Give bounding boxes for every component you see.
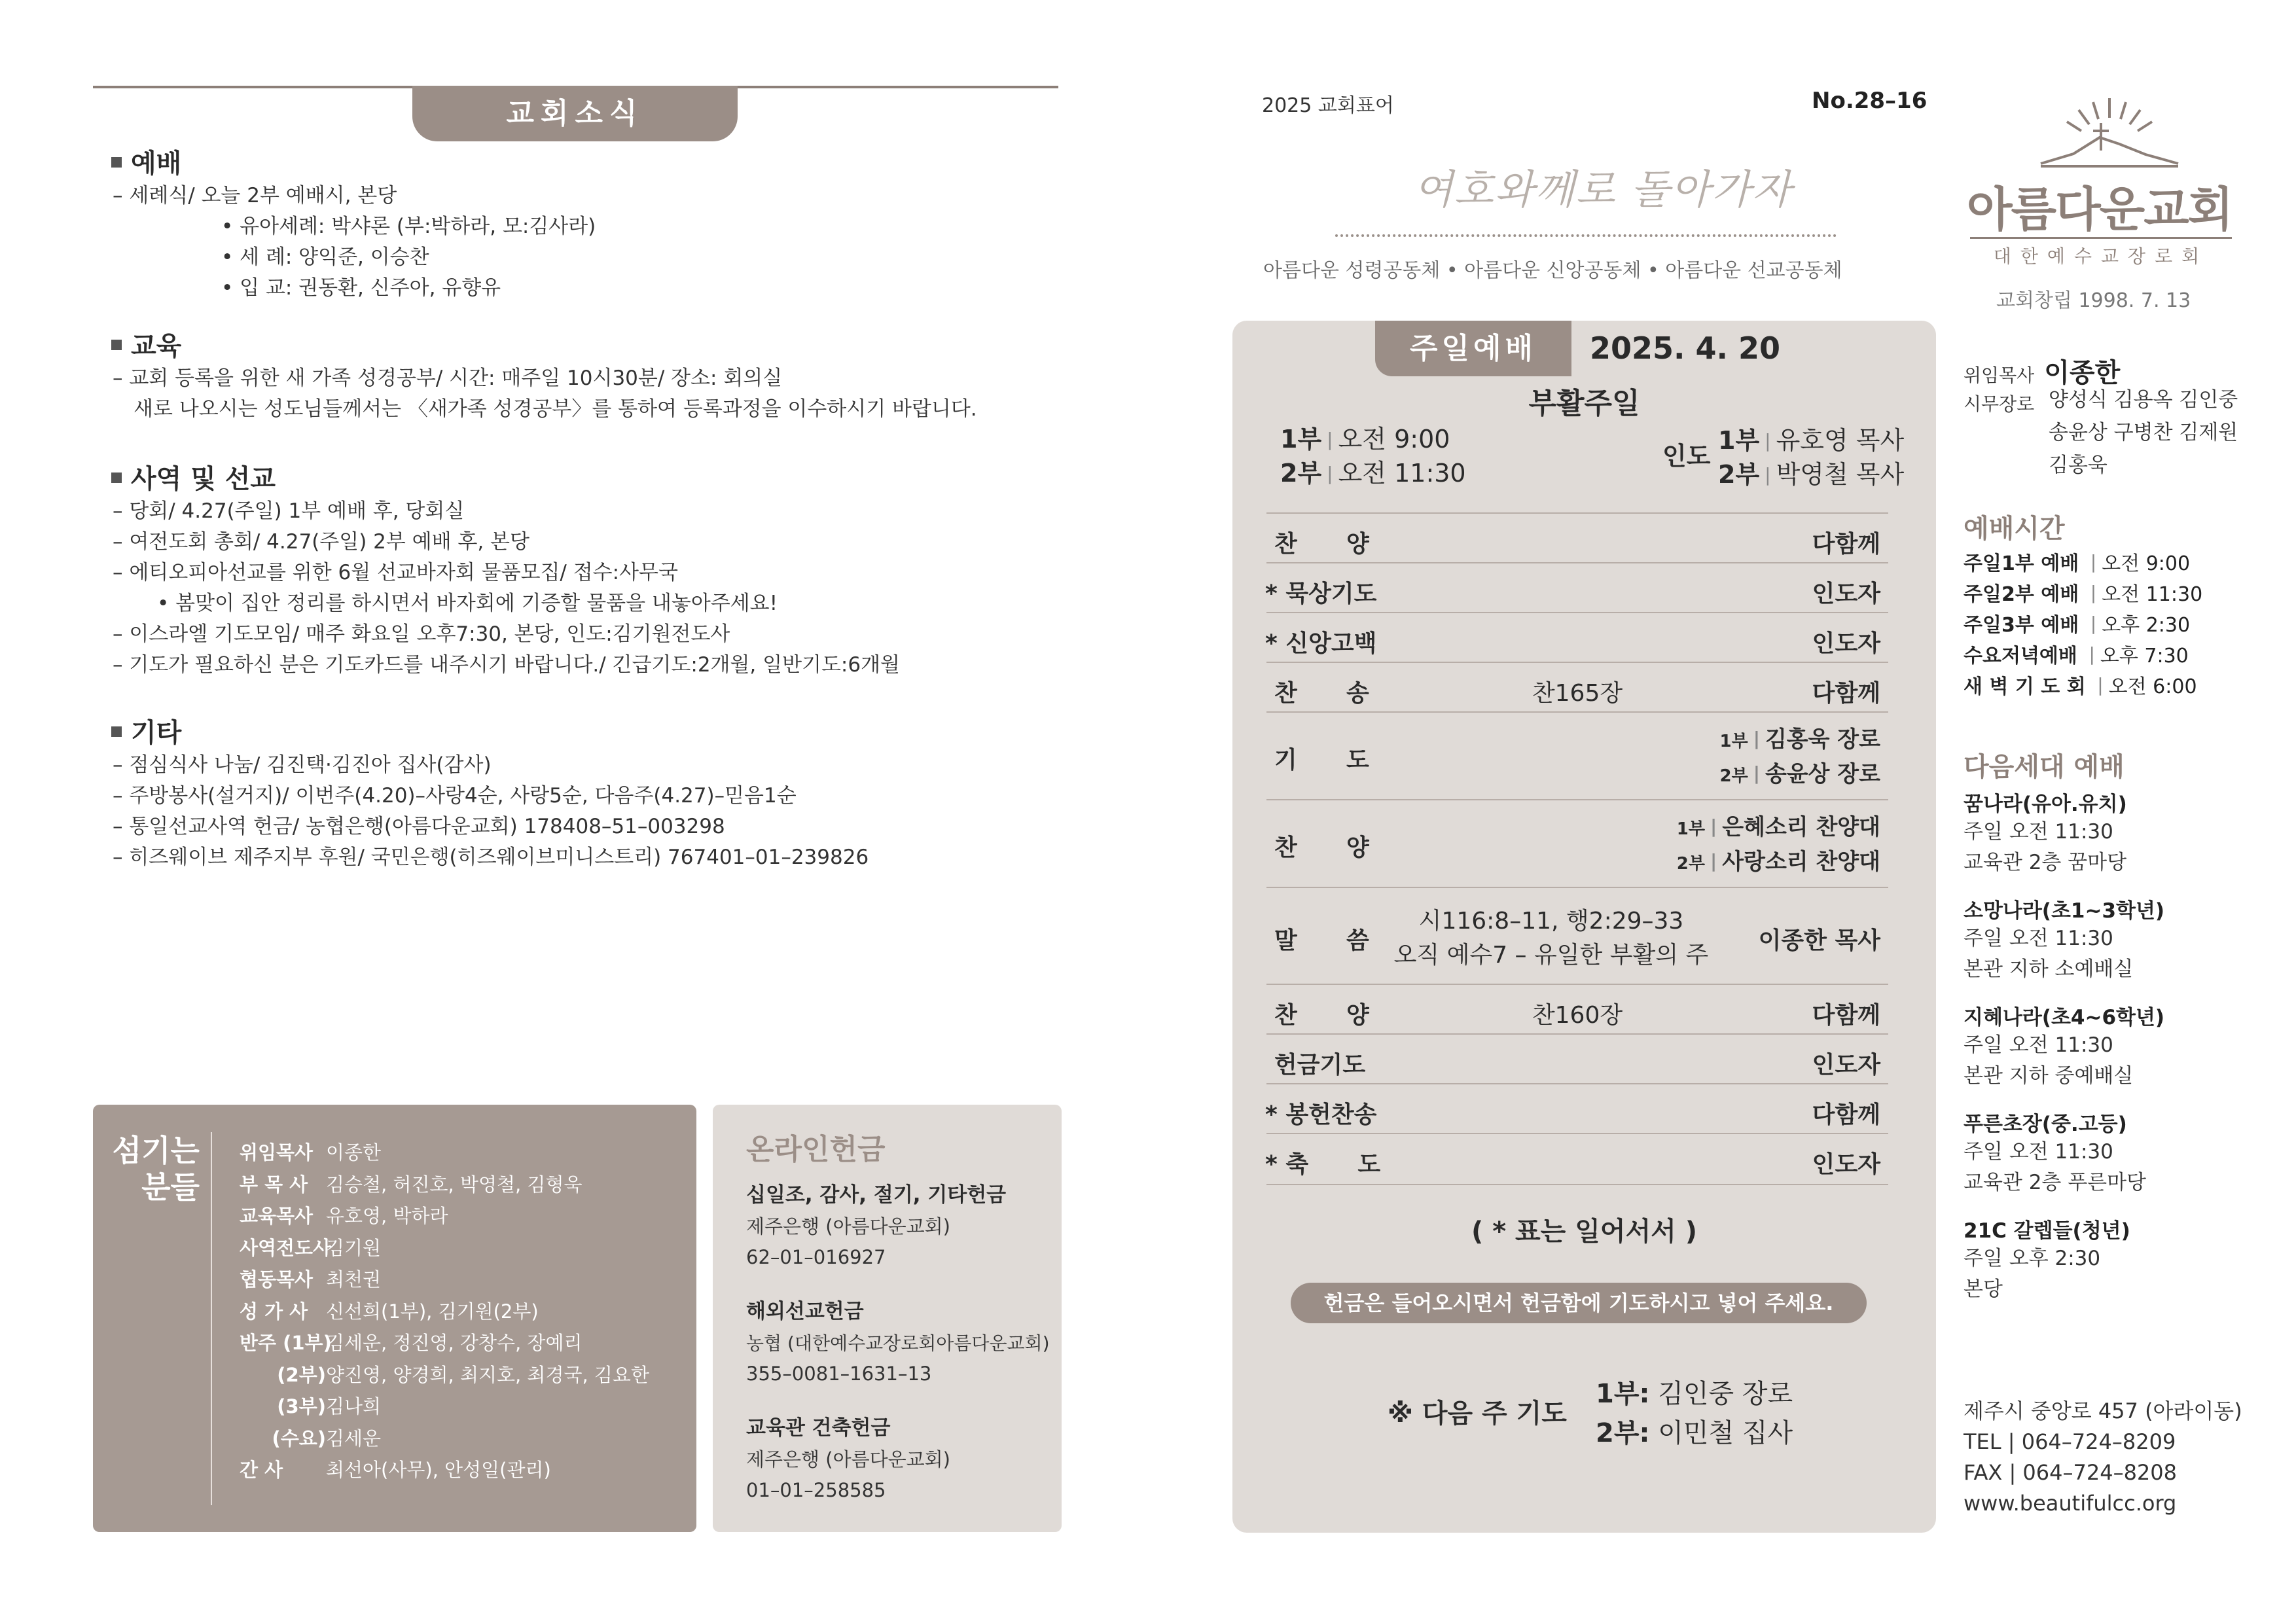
order-item: 찬 양	[1274, 1002, 1369, 1029]
order-item: 찬 양	[1274, 834, 1369, 861]
order-row	[1266, 512, 1888, 563]
founded-date: 교회창립 1998. 7. 13	[1996, 289, 2191, 312]
next-gen-place: 본관 지하 중예배실	[1964, 1064, 2134, 1088]
servant-row	[240, 1327, 649, 1359]
servant-names: 김세운	[326, 1427, 382, 1450]
order-leader: 인도자	[1812, 580, 1880, 607]
news-line: 새로 나오시는 성도님들께서는 〈새가족 성경공부〉를 통하여 등록과정을 이수하시기 바랍니다.	[134, 397, 977, 421]
next-gen-time: 주일 오전 11:30	[1964, 820, 2113, 844]
news-line: • 봄맞이 집안 정리를 하시면서 바자회에 기증할 물품을 내놓아주세요!	[157, 592, 778, 615]
order-leader: 다함께	[1812, 531, 1880, 558]
order-item: * 신앙고백	[1265, 630, 1377, 657]
servant-names: 양진영, 양경희, 최지호, 최경국, 김요한	[326, 1363, 649, 1386]
servant-role: 부 목 사	[240, 1173, 308, 1196]
leader-line	[1677, 811, 1880, 846]
servant-names: 신선희(1부), 김기원(2부)	[326, 1300, 539, 1323]
servant-row	[240, 1423, 649, 1455]
service-time-label: 수요저녁예배	[1964, 645, 2077, 668]
offering-note: 헌금은 들어오시면서 헌금함에 기도하시고 넣어 주세요.	[1291, 1283, 1867, 1323]
servant-role: (2부)	[277, 1363, 326, 1386]
servant-role: 협동목사	[240, 1268, 314, 1291]
order-leader: 다함께	[1812, 1002, 1880, 1029]
order-item: 기 도	[1274, 747, 1369, 774]
next-gen-time: 주일 오전 11:30	[1964, 927, 2113, 950]
order-item: 찬 송	[1274, 680, 1369, 707]
church-address: 제주시 중앙로 457 (아라이동)	[1964, 1399, 2242, 1423]
church-contact	[1964, 1396, 2242, 1519]
next-gen-group	[1964, 894, 2164, 985]
church-fax: FAX | 064–724–8208	[1964, 1460, 2177, 1485]
next-prayer-label: 2부:	[1596, 1418, 1650, 1448]
heading-text: 기타	[131, 718, 182, 748]
standing-note: ( * 표는 일어서서 )	[1471, 1217, 1698, 1247]
order-row	[1266, 1033, 1888, 1084]
order-scripture: 시116:8–11, 행2:29–33	[1418, 908, 1684, 935]
order-leader: 다함께	[1812, 680, 1880, 707]
church-name-rule	[1970, 237, 2232, 239]
elders-line: 양성식 김용옥 김인중	[2049, 388, 2238, 412]
issue-number: No.28–16	[1812, 88, 1928, 114]
service-time-row	[1964, 579, 2202, 610]
denomination: 대한예수교장로회	[1993, 245, 2209, 267]
news-line: • 세 례: 양익준, 이승찬	[221, 245, 429, 269]
leader-name: 은혜소리 찬양대	[1722, 814, 1880, 840]
ministry-news-heading	[111, 458, 276, 495]
leader-service-label: 2부	[1676, 854, 1706, 874]
news-line: – 주방봉사(설거지)/ 이번주(4.20)–사랑4순, 사랑5순, 다음주(4.27)–믿음1순	[113, 784, 797, 808]
lead-name: 박영철 목사	[1776, 460, 1905, 489]
news-line: – 에티오피아선교를 위한 6월 선교바자회 물품모집/ 접수:사무국	[113, 561, 678, 584]
next-prayer-2	[1596, 1412, 1793, 1450]
service-time-row	[1964, 610, 2202, 641]
leader-name: 사랑소리 찬양대	[1722, 849, 1880, 875]
next-gen-name: 21C 갈렙들(청년)	[1964, 1219, 2130, 1243]
separator: |	[1753, 762, 1760, 784]
news-line: – 여전도회 총회/ 4.27(주일) 2부 예배 후, 본당	[113, 530, 529, 554]
order-leader-pair	[1677, 811, 1880, 880]
service-time-row	[1964, 641, 2202, 671]
offering-bank: 제주은행 (아름다운교회)	[746, 1215, 950, 1238]
order-sermon-title: 오직 예수7 – 유일한 부활의 주	[1393, 942, 1709, 969]
servant-role: (3부)	[277, 1395, 326, 1418]
next-gen-group	[1964, 787, 2127, 878]
servant-names: 김승철, 허진호, 박영철, 김형욱	[326, 1173, 583, 1196]
leader-line	[1677, 846, 1880, 880]
separator: |	[1327, 463, 1333, 484]
next-gen-name: 지혜나라(초4~6학년)	[1964, 1006, 2165, 1029]
order-detail: 찬160장	[1532, 1002, 1623, 1029]
servant-names: 최선아(사무), 안성일(관리)	[326, 1459, 551, 1481]
bullet-square-icon	[111, 340, 122, 350]
education-news-heading	[111, 325, 181, 363]
news-line: – 점심식사 나눔/ 김진택·김진아 집사(감사)	[113, 753, 492, 777]
motto-calligraphy: 여호와께로 돌아가자	[1414, 166, 1793, 213]
news-line: – 교회 등록을 위한 새 가족 성경공부/ 시간: 매주일 10시30분/ 장소: 회의실	[113, 366, 783, 390]
service-label: 1부	[1280, 425, 1322, 454]
worship-occasion: 부활주일	[1528, 387, 1640, 420]
service-time-label: 주일1부 예배	[1964, 552, 2079, 575]
servants-title	[111, 1132, 200, 1205]
servants-title-line: 섬기는	[112, 1133, 200, 1168]
servant-names: 김기원	[326, 1236, 382, 1259]
servant-row	[240, 1232, 649, 1264]
separator: |	[1710, 815, 1717, 837]
service-label: 2부	[1280, 459, 1322, 488]
order-row	[1266, 662, 1888, 713]
servant-row	[240, 1200, 649, 1232]
service-time-row	[1964, 548, 2202, 579]
order-item: 찬 양	[1274, 531, 1369, 558]
communities-line: 아름다운 성령공동체 • 아름다운 신앙공동체 • 아름다운 선교공동체	[1263, 259, 1842, 282]
service-time-value: 오후 2:30	[2102, 614, 2191, 637]
servants-divider	[211, 1132, 212, 1505]
news-line: • 입 교: 권동환, 신주아, 유향유	[221, 276, 501, 300]
service-2-time	[1280, 453, 1466, 489]
servant-role: (수요)	[272, 1427, 326, 1450]
separator: |	[1765, 430, 1771, 452]
order-row	[1266, 984, 1888, 1035]
separator: |	[2090, 582, 2097, 603]
service-time: 오전 11:30	[1338, 459, 1466, 488]
elders-label: 시무장로	[1964, 393, 2035, 415]
service-time: 오전 9:00	[1338, 425, 1450, 454]
offering-account: 355–0081–1631–13	[746, 1363, 932, 1385]
order-row	[1266, 711, 1888, 800]
servant-row	[240, 1169, 649, 1201]
next-gen-name: 소망나라(초1~3학년)	[1964, 899, 2165, 923]
order-row	[1266, 1083, 1888, 1134]
next-gen-time: 주일 오전 11:30	[1964, 1140, 2113, 1164]
news-line: – 통일선교사역 헌금/ 농협은행(아름다운교회) 178408–51–003298	[113, 815, 725, 838]
offering-group	[746, 1411, 950, 1506]
service-times-heading: 예배시간	[1964, 514, 2065, 544]
leader-name: 김홍욱 장로	[1765, 726, 1880, 753]
service-time-value: 오전 6:00	[2108, 675, 2197, 698]
elders-list	[2049, 383, 2238, 482]
pastor-label: 위임목사	[1964, 365, 2035, 386]
church-logo-icon	[2034, 92, 2185, 170]
servant-role: 간 사	[240, 1459, 283, 1481]
leader-line	[1719, 758, 1880, 793]
worship-news-heading	[111, 143, 181, 180]
next-gen-time: 주일 오전 11:30	[1964, 1033, 2113, 1057]
order-leader-pair	[1719, 723, 1880, 793]
servant-names: 김세운, 정진영, 강창수, 장예리	[326, 1332, 583, 1354]
next-gen-name: 푸른초장(중.고등)	[1964, 1113, 2127, 1136]
order-item: * 묵상기도	[1265, 580, 1377, 607]
news-line: – 기도가 필요하신 분은 기도카드를 내주시기 바랍니다./ 긴급기도:2개월, 일반기도:6개월	[113, 653, 900, 677]
bullet-square-icon	[111, 473, 122, 483]
order-item: 말 씀	[1274, 927, 1369, 954]
worship-date: 2025. 4. 20	[1571, 321, 1799, 376]
servants-title-line: 분들	[141, 1169, 200, 1205]
lead-service-label: 2부	[1718, 460, 1760, 489]
other-news-heading	[111, 712, 181, 749]
heading-text: 예배	[131, 149, 182, 179]
news-line: – 히즈웨이브 제주지부 후원/ 국민은행(히즈웨이브미니스트리) 767401–01–239826	[113, 846, 869, 869]
lead-2	[1718, 454, 1904, 490]
order-row	[1266, 1133, 1888, 1185]
next-gen-time: 주일 오후 2:30	[1964, 1247, 2101, 1270]
order-leader: 인도자	[1812, 1151, 1880, 1178]
next-prayer-name: 이민철 집사	[1658, 1418, 1793, 1448]
lead-label	[1662, 436, 1710, 472]
offering-bank: 농협 (대한예수교장로회아름다운교회)	[746, 1332, 1050, 1354]
service-time-value: 오전 11:30	[2102, 583, 2203, 606]
servant-row	[240, 1454, 649, 1486]
servant-role: 성 가 사	[240, 1300, 308, 1323]
order-row	[1266, 562, 1888, 613]
service-time-label: 새 벽 기 도 회	[1964, 675, 2086, 698]
lead-service-label: 1부	[1718, 426, 1760, 455]
next-gen-place: 교육관 2층 푸른마당	[1964, 1171, 2146, 1194]
leader-service-label: 2부	[1719, 766, 1748, 786]
order-detail: 찬165장	[1532, 680, 1623, 707]
offering-account: 01–01–258585	[746, 1479, 886, 1501]
offering-head: 해외선교헌금	[746, 1300, 864, 1323]
online-offering-title: 온라인헌금	[746, 1133, 886, 1166]
heading-text: 사역 및 선교	[131, 464, 276, 494]
next-prayer-1	[1596, 1373, 1793, 1410]
service-time-label: 주일2부 예배	[1964, 583, 2079, 606]
lead-name: 유호영 목사	[1776, 426, 1905, 455]
next-prayer-label: 1부:	[1596, 1379, 1650, 1409]
separator: |	[2090, 613, 2097, 634]
servant-names: 김나희	[326, 1395, 382, 1418]
servants-list	[240, 1137, 649, 1486]
service-times-list	[1964, 548, 2202, 702]
leader-name: 송윤상 장로	[1765, 761, 1880, 787]
worship-tab-label: 주일예배	[1375, 321, 1571, 376]
leader-line	[1719, 723, 1880, 758]
next-prayer-name: 김인중 장로	[1658, 1379, 1793, 1409]
separator: |	[1753, 728, 1760, 749]
servant-role: 교육목사	[240, 1205, 314, 1227]
dotted-divider	[1335, 234, 1837, 237]
separator: |	[2097, 674, 2104, 696]
separator: |	[1327, 429, 1333, 450]
news-line: • 유아세례: 박샤론 (부:박하라, 모:김사라)	[221, 215, 596, 238]
servant-names: 이종한	[326, 1141, 382, 1164]
bullet-square-icon	[111, 157, 122, 168]
lead-label-text: 인도	[1662, 442, 1711, 471]
news-line: – 당회/ 4.27(주일) 1부 예배 후, 당회실	[113, 499, 465, 523]
next-gen-name: 꿈나라(유아.유치)	[1964, 793, 2127, 816]
order-item: 헌금기도	[1274, 1052, 1366, 1079]
bullet-square-icon	[111, 726, 122, 737]
offering-head: 교육관 건축헌금	[746, 1416, 891, 1440]
servant-row	[240, 1264, 649, 1296]
next-gen-group	[1964, 1214, 2130, 1305]
order-row	[1266, 799, 1888, 888]
order-leader: 이종한 목사	[1758, 927, 1880, 954]
order-row	[1266, 887, 1888, 985]
leader-service-label: 1부	[1676, 819, 1706, 839]
offering-group	[746, 1178, 1006, 1273]
next-gen-heading: 다음세대 예배	[1964, 752, 2125, 782]
servant-names: 최천권	[326, 1268, 382, 1291]
offering-group	[746, 1294, 1050, 1389]
next-gen-group	[1964, 1001, 2164, 1092]
elders-line: 송윤상 구병찬 김제원	[2049, 421, 2238, 444]
separator: |	[2089, 643, 2095, 665]
motto-label: 2025 교회표어	[1262, 94, 1394, 117]
servant-role: 위임목사	[240, 1141, 314, 1164]
order-leader: 다함께	[1812, 1101, 1880, 1128]
order-item: * 축 도	[1265, 1151, 1381, 1178]
church-name: 아름다운교회	[1967, 182, 2233, 237]
service-time-row	[1964, 671, 2202, 702]
separator: |	[1765, 464, 1771, 486]
next-gen-place: 본당	[1964, 1277, 2003, 1301]
service-time-label: 주일3부 예배	[1964, 614, 2079, 637]
elders-line: 김홍욱	[2049, 454, 2108, 477]
offering-account: 62–01–016927	[746, 1246, 886, 1268]
offering-bank: 제주은행 (아름다운교회)	[746, 1448, 950, 1471]
lead-1	[1718, 420, 1904, 456]
servant-role: 반주 (1부)	[240, 1332, 332, 1354]
news-line: – 이스라엘 기도모임/ 매주 화요일 오후7:30, 본당, 인도:김기원전도사	[113, 622, 730, 646]
order-row	[1266, 612, 1888, 663]
offering-head: 십일조, 감사, 절기, 기타헌금	[746, 1183, 1007, 1207]
next-gen-group	[1964, 1107, 2146, 1198]
order-leader: 인도자	[1812, 1052, 1880, 1079]
next-gen-place: 교육관 2층 꿈마당	[1964, 851, 2127, 874]
servant-names: 유호영, 박하라	[326, 1205, 448, 1227]
pastor-name: 이종한	[2044, 358, 2121, 388]
separator: |	[2090, 551, 2097, 573]
service-1-time	[1280, 419, 1450, 455]
servant-row	[240, 1359, 649, 1391]
service-time-value: 오후 7:30	[2100, 645, 2189, 668]
next-week-prayer-label: ※ 다음 주 기도	[1388, 1399, 1567, 1429]
servant-row	[240, 1137, 649, 1169]
servant-row	[240, 1391, 649, 1423]
church-phone: TEL | 064–724–8209	[1964, 1429, 2176, 1454]
servant-role: 사역전도사	[240, 1236, 332, 1259]
next-gen-place: 본관 지하 소예배실	[1964, 957, 2134, 981]
news-line: – 세례식/ 오늘 2부 예배시, 본당	[113, 184, 397, 207]
order-item: * 봉헌찬송	[1265, 1101, 1377, 1128]
service-time-value: 오전 9:00	[2102, 552, 2191, 575]
leader-service-label: 1부	[1719, 732, 1748, 751]
separator: |	[1710, 850, 1717, 872]
order-leader: 인도자	[1812, 630, 1880, 657]
church-website: www.beautifulcc.org	[1964, 1491, 2177, 1516]
servant-row	[240, 1296, 649, 1328]
church-news-title: 교회소식	[412, 86, 738, 141]
heading-text: 교육	[131, 331, 182, 361]
